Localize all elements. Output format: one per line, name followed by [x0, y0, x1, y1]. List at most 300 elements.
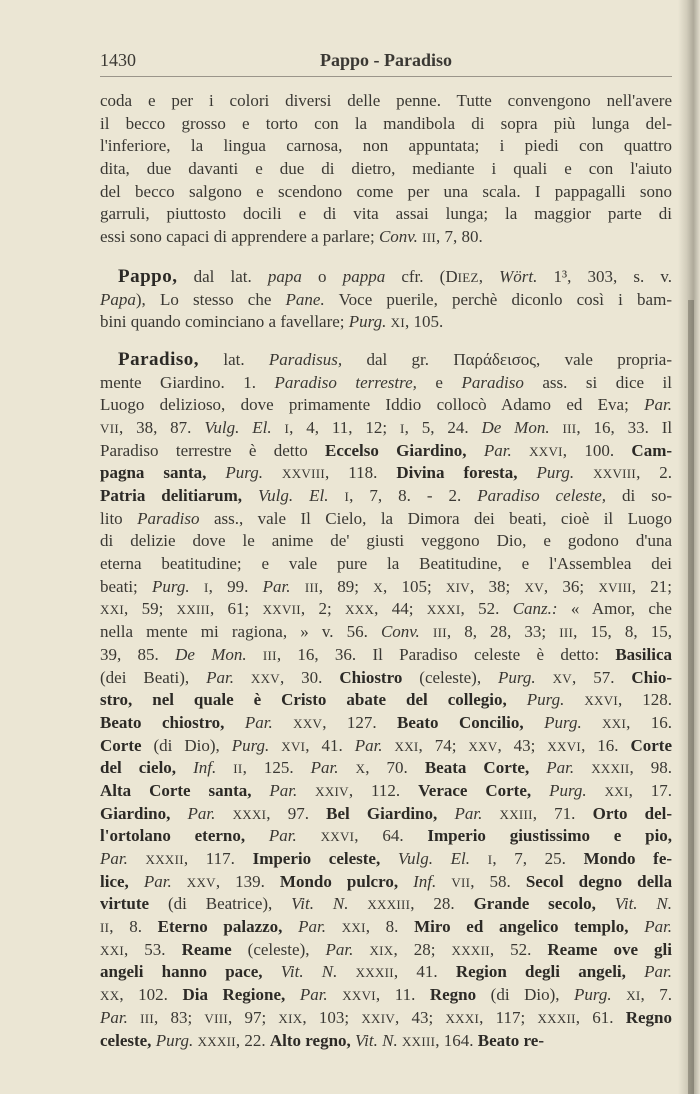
text-run: , 105;	[382, 576, 446, 596]
roman-numeral: XXIII	[499, 806, 533, 822]
roman-numeral: II	[100, 920, 110, 936]
text-run: , 30.	[279, 667, 340, 687]
text-run	[517, 463, 536, 482]
text-run: di so-	[606, 486, 673, 505]
roman-numeral: IEZ	[457, 269, 479, 285]
italic-text: Par.	[269, 780, 298, 800]
roman-numeral: XI	[626, 988, 641, 1004]
text-run: , 118.	[324, 463, 397, 483]
bold-term: l'ortolano eterno,	[100, 826, 246, 846]
text-line	[100, 135, 672, 158]
text-run	[206, 463, 225, 482]
text-run	[245, 826, 269, 845]
text-run: (dei Beati),	[100, 667, 207, 687]
roman-numeral: XXVI	[547, 738, 582, 754]
text-line	[100, 984, 672, 1007]
italic-text: Paradiso	[137, 508, 200, 528]
roman-numeral: VIII	[204, 1010, 228, 1026]
italic-text: Par.	[206, 667, 234, 687]
text-run: beati;	[100, 576, 153, 596]
text-line	[100, 203, 672, 226]
roman-numeral: XXIII	[176, 602, 210, 618]
text-run: eterna beatitudine; e vale pure la Beatitudine, e l'Assemblea dei	[100, 554, 672, 574]
text-run	[507, 690, 527, 709]
roman-numeral: I	[487, 852, 493, 867]
text-run: , 139.	[215, 871, 280, 891]
text-line	[100, 893, 672, 916]
text-run: , 8, 28, 33;	[446, 622, 560, 642]
roman-numeral: XX	[100, 988, 120, 1004]
text-line	[100, 712, 672, 735]
roman-numeral: XXXII	[451, 942, 490, 958]
text-run: , 17.	[628, 780, 673, 800]
text-run: , 41.	[305, 735, 355, 755]
text-run	[247, 645, 263, 664]
text-run	[251, 781, 269, 800]
bold-term: Chiostro	[339, 667, 403, 687]
text-run: , 16.	[626, 712, 673, 732]
text-run: , 61.	[575, 1007, 626, 1027]
text-line	[100, 689, 672, 712]
bold-term: Imperio celeste,	[252, 849, 381, 868]
italic-text: Vit. N.	[280, 962, 338, 982]
entry-pappo	[100, 266, 672, 334]
text-run: garruli, piuttosto docili e di vita assai lunga; la maggior parte di	[100, 204, 672, 224]
running-head: Pappo - Paradiso	[319, 50, 452, 70]
text-run	[353, 940, 369, 959]
bold-term: Orto del-	[592, 803, 673, 823]
text-line	[100, 553, 672, 576]
italic-text: pappa	[342, 266, 386, 286]
text-run	[282, 917, 298, 936]
bold-term: Imperio giustissimo e pio,	[427, 826, 673, 846]
roman-numeral: XXVIII	[593, 466, 637, 482]
roman-numeral: III	[559, 625, 574, 641]
roman-numeral: XXI	[394, 738, 419, 754]
text-line	[100, 735, 672, 758]
text-run: , 58.	[470, 871, 526, 891]
italic-text: Inf.	[413, 871, 437, 891]
text-run: ass., vale Il Cielo, la Dimora dei beati, cioè il Luogo	[199, 508, 672, 528]
text-run	[420, 622, 433, 641]
text-run	[291, 577, 305, 596]
bold-term: Verace Corte,	[418, 780, 532, 800]
text-run	[596, 894, 615, 913]
text-line	[100, 440, 672, 463]
text-line	[100, 598, 672, 621]
roman-numeral: XIX	[369, 942, 394, 958]
text-run: , 112.	[348, 780, 419, 800]
header-rule	[100, 76, 672, 77]
text-run	[172, 872, 187, 891]
text-run: , 44;	[374, 599, 427, 619]
text-run	[467, 441, 484, 460]
roman-numeral: XXIII	[401, 1033, 436, 1049]
text-run: , 16, 33. Il	[576, 417, 673, 437]
roman-numeral: XVIII	[598, 579, 632, 595]
text-run: , 4, 11, 12;	[289, 417, 400, 437]
text-run: , 28.	[410, 894, 474, 914]
text-line	[100, 644, 672, 667]
roman-numeral: XXXI	[232, 806, 267, 822]
text-run	[574, 463, 593, 482]
text-run: , 59;	[124, 599, 177, 619]
text-run: , 98.	[629, 758, 673, 778]
text-line	[100, 485, 672, 508]
roman-numeral: XVI	[281, 738, 306, 754]
text-run: « Amor, che	[557, 599, 672, 619]
text-run	[512, 441, 529, 460]
text-run: , 74;	[418, 735, 469, 755]
italic-text: Paradiso celeste,	[477, 486, 607, 505]
bold-term: Eccelso Giardino,	[325, 440, 467, 460]
text-run	[297, 781, 315, 800]
text-run: l'inferiore, la lingua carnosa, non appuntata; i piedi con quattro	[100, 136, 672, 156]
text-run	[470, 849, 488, 868]
text-run	[269, 736, 281, 755]
roman-numeral: XV	[552, 670, 572, 686]
text-line	[100, 394, 672, 417]
page-header	[100, 50, 672, 74]
text-run	[176, 758, 193, 777]
italic-text: Purg.	[231, 735, 270, 755]
text-line	[100, 667, 672, 690]
text-run: dita, due davanti e due di dietro, mediante i quali e con l'aiuto	[100, 159, 672, 179]
text-run: (di Dio),	[476, 985, 575, 1005]
italic-text: Inf.	[193, 758, 217, 778]
text-run	[216, 758, 233, 777]
text-run	[329, 486, 345, 505]
bold-term: Chio-	[631, 667, 672, 687]
text-line	[100, 848, 672, 871]
text-run	[383, 736, 395, 755]
text-line	[100, 417, 672, 440]
roman-numeral: XXI	[100, 602, 125, 618]
bold-term: angeli hanno pace,	[100, 962, 263, 982]
text-run	[536, 668, 553, 687]
text-run	[242, 486, 258, 505]
italic-text: Par.	[644, 917, 673, 937]
text-run	[531, 781, 549, 800]
italic-text: Purg.	[225, 463, 264, 483]
roman-numeral: III	[262, 647, 277, 663]
italic-text: Purg.	[574, 985, 612, 1005]
text-run	[339, 758, 356, 777]
roman-numeral: III	[422, 230, 436, 246]
text-line	[100, 113, 672, 136]
roman-numeral: III	[304, 579, 319, 595]
text-line	[100, 961, 672, 984]
text-run	[337, 962, 355, 981]
bold-term: del cielo,	[100, 758, 177, 778]
italic-text: Vulg. El.	[204, 417, 272, 437]
roman-numeral: XV	[524, 579, 544, 595]
text-run: , 71.	[532, 803, 593, 823]
italic-text: Par.	[325, 939, 354, 959]
text-run	[582, 713, 602, 732]
italic-text: Purg.	[544, 712, 582, 732]
text-run: (celeste),	[402, 667, 499, 687]
text-run: , 5, 24.	[404, 417, 482, 437]
roman-numeral: VII	[100, 420, 119, 436]
bold-term: Dia Regione,	[182, 985, 286, 1005]
roman-numeral: XXXII	[145, 852, 184, 867]
text-run	[128, 849, 146, 868]
roman-numeral: I	[399, 420, 405, 436]
text-run	[436, 872, 451, 891]
paragraph-gap	[100, 249, 672, 266]
text-run	[129, 872, 144, 891]
text-run: , 164.	[435, 1030, 478, 1050]
text-run: , 102.	[119, 985, 183, 1005]
text-run: , 2.	[636, 463, 673, 483]
text-line	[100, 158, 672, 181]
headword: Paradiso,	[118, 348, 200, 370]
italic-text: Purg.	[152, 576, 190, 596]
roman-numeral: I	[203, 579, 209, 595]
text-run	[564, 690, 584, 709]
roman-numeral: XXXII	[355, 965, 394, 981]
roman-numeral: I	[344, 489, 350, 504]
italic-text: Paradiso terrestre,	[274, 372, 417, 392]
text-run	[437, 804, 454, 823]
roman-numeral: III	[432, 625, 447, 641]
bold-term: Mondo fe-	[583, 849, 673, 868]
italic-text: Wört.	[499, 266, 538, 286]
text-run	[190, 577, 204, 596]
roman-numeral: XXX	[345, 602, 375, 618]
roman-numeral: XXI	[602, 715, 627, 731]
italic-text: Vulg. El.	[397, 849, 471, 868]
text-run: , 117.	[183, 849, 253, 868]
text-run: , 7.	[640, 985, 673, 1005]
text-run	[628, 917, 644, 936]
text-run: bini quando cominciano a favellare;	[100, 312, 349, 332]
text-run	[128, 1008, 140, 1027]
text-run	[587, 781, 605, 800]
text-run: , 43;	[497, 735, 548, 755]
roman-numeral: XXI	[100, 942, 125, 958]
text-run	[263, 962, 281, 981]
text-line	[100, 462, 672, 485]
italic-text: Par.	[244, 712, 273, 732]
bold-term: virtute	[100, 894, 150, 914]
italic-text: Purg.	[549, 780, 587, 800]
text-run: , 105.	[404, 312, 444, 332]
text-line	[100, 508, 672, 531]
text-run	[612, 985, 627, 1004]
text-line	[100, 803, 672, 826]
bold-term: Patria delitiarum,	[100, 486, 243, 505]
italic-text: Par.	[310, 758, 339, 778]
text-line	[100, 757, 672, 780]
text-run: , 64.	[354, 826, 428, 846]
bold-term: Reame	[181, 939, 232, 959]
text-run: , 15, 8, 15,	[573, 622, 672, 642]
italic-text: De Mon.	[481, 417, 550, 437]
text-run: dal lat.	[177, 266, 268, 286]
bold-term: Region degli angeli,	[455, 962, 626, 982]
text-run: , 83;	[153, 1007, 205, 1027]
bold-term: Giardino,	[100, 803, 171, 823]
text-run: cfr. (D	[385, 266, 458, 286]
text-line	[100, 311, 672, 334]
italic-text: Par.	[100, 1007, 128, 1027]
bold-term: Bel Giardino,	[326, 803, 438, 823]
text-line	[100, 1030, 672, 1053]
text-run: coda e per i colori diversi delle penne. Tutte convengono nell'avere	[100, 91, 672, 110]
roman-numeral: XXXII	[537, 1010, 576, 1026]
text-run: ), Lo stesso che	[135, 289, 286, 309]
text-run: , 43;	[395, 1007, 446, 1027]
text-run: , 7, 8. - 2.	[349, 486, 478, 505]
italic-text: De Mon.	[175, 644, 247, 664]
text-run: , 41.	[393, 962, 456, 982]
bold-term: stro, nel quale è Cristo abate del collegio,	[100, 690, 507, 710]
bold-term: Corte	[100, 735, 142, 755]
text-run: , 28;	[393, 939, 452, 959]
bold-term: Beata Corte,	[424, 758, 530, 778]
text-line	[100, 1007, 672, 1030]
text-run: , 8.	[109, 917, 158, 937]
text-line	[100, 226, 672, 249]
text-run: (di Dio),	[141, 735, 232, 755]
roman-numeral: XXI	[341, 920, 366, 936]
text-run	[550, 418, 563, 437]
roman-numeral: XXVI	[342, 988, 376, 1004]
text-run: , 22.	[235, 1030, 270, 1050]
italic-text: Conv.	[378, 227, 418, 247]
italic-text: Par.	[644, 962, 673, 982]
roman-numeral: XXVII	[262, 602, 301, 618]
italic-text: Vulg. El.	[258, 486, 329, 505]
text-line	[100, 780, 672, 803]
text-run: , 16.	[581, 735, 631, 755]
text-run: , 11.	[375, 985, 430, 1005]
book-page-edge-shadow	[688, 300, 694, 1094]
roman-numeral: XXIV	[361, 1010, 396, 1026]
italic-text: Par.	[454, 803, 483, 823]
italic-text: Purg.	[348, 312, 387, 332]
italic-text: Par.	[299, 985, 328, 1005]
text-run: 1³, 303, s. v.	[537, 266, 673, 286]
italic-text: Par.	[100, 849, 128, 868]
text-run: Paradiso terrestre è detto	[100, 440, 326, 460]
text-line	[100, 916, 672, 939]
text-run: , 53.	[124, 939, 182, 959]
bold-term: Miro ed angelico templo,	[414, 917, 629, 937]
text-run: del becco salgono e scendono come per una scala. I pappagalli sono	[100, 181, 672, 201]
bold-term: pagna santa,	[100, 463, 207, 483]
roman-numeral: XXIV	[315, 783, 349, 799]
text-run: ,	[478, 266, 500, 286]
roman-numeral: XI	[390, 315, 405, 331]
text-line	[100, 621, 672, 644]
page-body	[100, 90, 672, 1052]
italic-text: Par.	[268, 826, 297, 846]
text-run: essi sono capaci di apprendere a parlare;	[100, 227, 379, 247]
text-run	[263, 463, 282, 482]
roman-numeral: XXV	[186, 874, 216, 890]
text-run: , 99.	[208, 576, 263, 596]
roman-numeral: XXXII	[197, 1033, 236, 1049]
italic-text: Par.	[187, 803, 216, 823]
text-line	[100, 181, 672, 204]
text-run: , 128.	[618, 690, 673, 710]
bold-term: lice,	[100, 871, 129, 891]
bold-term: Cam-	[631, 440, 673, 460]
text-run	[170, 804, 187, 823]
text-run: , 70.	[365, 758, 425, 778]
text-run: , 38;	[469, 576, 525, 596]
roman-numeral: XXV	[468, 738, 498, 754]
text-run: di delizie dove le anime de' giusti veggono Dio, e godono d'una	[100, 531, 672, 551]
bold-term: Beato chiostro,	[100, 712, 225, 732]
text-line	[100, 530, 672, 553]
roman-numeral: X	[355, 761, 366, 777]
text-run: , 52.	[460, 599, 513, 619]
text-run: , 97;	[227, 1007, 279, 1027]
text-run: , 57.	[572, 667, 632, 687]
text-run	[215, 804, 232, 823]
italic-text: Purg.	[536, 463, 575, 483]
bold-term: Beato Concilio,	[397, 712, 524, 732]
text-run: dal gr. Παράδεισος, vale propria-	[342, 349, 672, 369]
text-run: ass. si dice il	[523, 372, 673, 392]
roman-numeral: X	[373, 579, 383, 595]
roman-numeral: XXXI	[426, 602, 461, 618]
text-line	[100, 90, 672, 113]
italic-text: Par.	[143, 871, 172, 891]
paragraph-gap	[100, 334, 672, 349]
text-run: , 16, 36. Il Paradiso celeste è detto:	[276, 644, 616, 664]
bold-term: Regno	[625, 1007, 672, 1027]
text-run: , 117;	[479, 1007, 538, 1027]
italic-text: Par.	[262, 576, 291, 596]
text-line	[100, 825, 672, 848]
text-run: Voce puerile, perchè diconlo così i bam-	[324, 289, 672, 309]
text-run: , 38, 87.	[118, 417, 205, 437]
text-run	[297, 826, 321, 845]
text-line	[100, 372, 672, 395]
roman-numeral: XXVIII	[282, 466, 325, 482]
roman-numeral: XIV	[445, 579, 470, 595]
text-run	[273, 713, 293, 732]
bold-term: Corte	[630, 735, 672, 755]
italic-text: Vit. N.	[614, 894, 673, 914]
text-run: lat.	[199, 349, 269, 369]
roman-numeral: XIX	[278, 1010, 303, 1026]
bold-term: Regno	[429, 985, 477, 1005]
text-run	[234, 668, 251, 687]
roman-numeral: XXV	[293, 715, 323, 731]
paragraph-continuation	[100, 90, 672, 249]
bold-term: Grande secolo,	[473, 894, 596, 914]
text-run: , 61;	[209, 599, 263, 619]
text-run: , 127.	[322, 712, 398, 732]
text-run	[380, 849, 398, 868]
italic-text: Pane.	[285, 289, 325, 309]
text-run: Luogo delizioso, dove primamente Iddio collocò Adamo ed Eva;	[100, 395, 645, 415]
italic-text: papa	[267, 266, 302, 286]
text-run	[529, 758, 546, 777]
text-run	[272, 418, 285, 437]
text-line	[100, 939, 672, 962]
entry-paradiso	[100, 349, 672, 1052]
text-run: , 21;	[631, 576, 672, 596]
roman-numeral: XXXI	[445, 1010, 480, 1026]
text-run: 39, 85.	[100, 644, 176, 664]
